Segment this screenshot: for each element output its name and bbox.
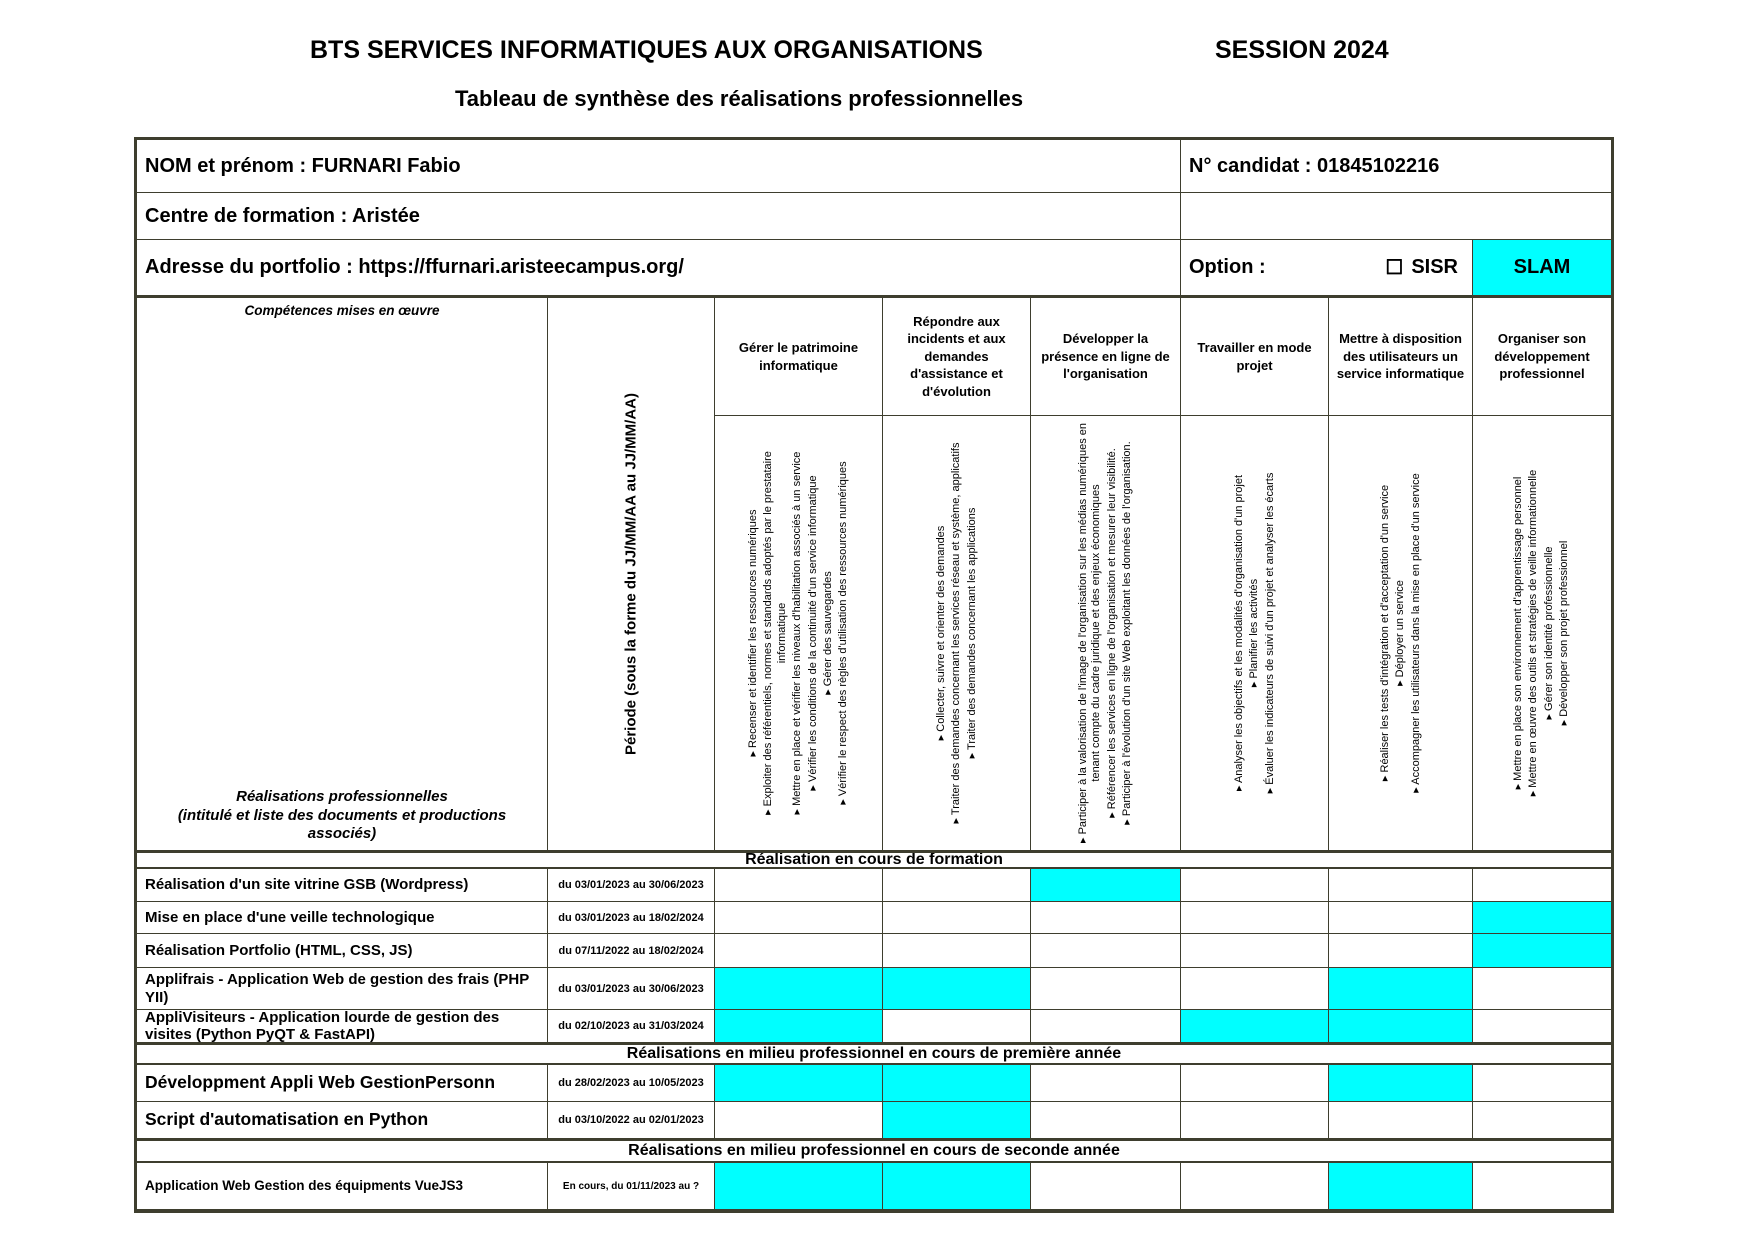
realisation-title: Mise en place d'une veille technologique [137,902,548,934]
realisation-periode: du 03/10/2022 au 02/01/2023 [548,1102,715,1139]
realisation-title: Réalisation d'un site vitrine GSB (Wordpress) [137,869,548,902]
skills-rotated-list [933,421,979,845]
skill-item: ▸ Réaliser les tests d'intégration et d'acceptation d'un service [1378,484,1391,782]
checkbox-unchecked-icon: ☐ [1385,257,1404,279]
competence-empty-cell [715,902,883,934]
skill-item: ▸ Référencer les services en ligne de l'organisation et mesurer leur visibilité. [1105,448,1118,818]
competence-empty-cell [1329,902,1473,934]
competence-empty-cell [1031,1010,1181,1043]
skills-cell [1329,416,1473,851]
session-label: SESSION 2024 [1215,36,1389,64]
realisation-periode: du 03/01/2023 au 18/02/2024 [548,902,715,934]
candidate-name-cell: NOM et prénom : FURNARI Fabio [137,140,1181,193]
competence-empty-cell [1181,968,1329,1010]
column-header: Travailler en mode projet [1181,298,1329,416]
competence-empty-cell [883,869,1031,902]
realisation-periode: du 02/10/2023 au 31/03/2024 [548,1010,715,1043]
competences-caption: Compétences mises en œuvre [244,303,440,318]
realisations-caption [143,788,541,844]
skill-item: ▸ Vérifier les conditions de la continuité d'un service informatique [806,475,819,791]
page-title: BTS SERVICES INFORMATIQUES AUX ORGANISATIONS [310,36,983,64]
competence-mark-cell [1329,968,1473,1010]
competence-empty-cell [1181,934,1329,968]
section-header: Réalisations en milieu professionnel en cours de première année [137,1043,1611,1065]
competence-empty-cell [1473,1163,1611,1210]
skill-item: ▸ Gérer son identité professionnelle [1543,546,1555,720]
competence-empty-cell [1473,1102,1611,1139]
realisations-caption-line1: Réalisations professionnelles [236,787,448,805]
realisation-periode: du 03/01/2023 au 30/06/2023 [548,968,715,1010]
competence-empty-cell [1031,1163,1181,1210]
realisation-periode: du 03/01/2023 au 30/06/2023 [548,869,715,902]
competence-mark-cell [883,1065,1031,1102]
page-subtitle: Tableau de synthèse des réalisations professionnelles [455,86,1024,111]
realisation-periode: En cours, du 01/11/2023 au ? [548,1163,715,1210]
skill-item: ▸ Traiter des demandes concernant les applications [965,507,978,759]
competence-empty-cell [1329,869,1473,902]
skill-item: ▸ Évaluer les indicateurs de suivi d'un projet et analyser les écarts [1263,472,1276,794]
competence-mark-cell [1329,1010,1473,1043]
skills-cell [715,416,883,851]
skills-rotated-list [1377,421,1423,845]
column-header: Répondre aux incidents et aux demandes d'assistance et d'évolution [883,298,1031,416]
competence-mark-cell [883,1163,1031,1210]
skill-item: ▸ Mettre en place son environnement d'apprentissage personnel [1512,476,1525,790]
realisation-periode: du 07/11/2022 au 18/02/2024 [548,934,715,968]
competence-empty-cell [1031,934,1181,968]
realisation-title: Script d'automatisation en Python [137,1102,548,1139]
section-header: Réalisation en cours de formation [137,851,1611,869]
skills-rotated-list [1076,421,1136,845]
skill-item: ▸ Accompagner les utilisateurs dans la mise en place d'un service [1409,473,1422,793]
competence-empty-cell [1329,1102,1473,1139]
skill-item: ▸ Planifier les activités [1247,578,1260,688]
realisation-title: Applifrais - Application Web de gestion des frais (PHP YII) [137,968,548,1010]
skills-rotated-list [1231,421,1277,845]
competences-caption-cell [137,298,548,851]
skills-cell [1473,416,1611,851]
competence-empty-cell [1473,1010,1611,1043]
competence-mark-cell [1329,1163,1473,1210]
skill-item: ▸ Mettre en place et vérifier les niveaux d'habilitation associés à un service [790,451,803,815]
skills-rotated-list [1511,421,1573,845]
skill-item: ▸ Recenser et identifier les ressources numériques [746,509,759,757]
periode-header-cell [548,298,715,851]
competence-mark-cell [715,1010,883,1043]
skill-item: ▸ Exploiter des référentiels, normes et standards adoptés par le prestataire informatique [761,451,788,815]
competence-mark-cell [1473,902,1611,934]
skill-item: ▸ Gérer des sauvegardes [821,571,834,695]
skills-cell [883,416,1031,851]
portfolio-address-cell: Adresse du portfolio : https://ffurnari.aristeecampus.org/ [137,240,1181,298]
competence-mark-cell [1329,1065,1473,1102]
option-sisr [1385,255,1458,280]
competence-mark-cell [883,1102,1031,1139]
competence-empty-cell [715,1102,883,1139]
competence-mark-cell [1181,1010,1329,1043]
competence-empty-cell [1181,1163,1329,1210]
competence-empty-cell [1031,1102,1181,1139]
section-header: Réalisations en milieu professionnel en cours de seconde année [137,1139,1611,1163]
skill-item: ▸ Participer à la valorisation de l'image de l'organisation sur les médias numériques en tenant compte du cadre juridique et des enjeux économiques [1076,423,1103,843]
competence-mark-cell [715,1163,883,1210]
competence-empty-cell [883,902,1031,934]
competence-mark-cell [715,968,883,1010]
realisation-periode: du 28/02/2023 au 10/05/2023 [548,1065,715,1102]
competence-empty-cell [883,1010,1031,1043]
periode-header-rotated: Période (sous la forme du JJ/MM/AA au JJ/MM/AA) [622,393,640,755]
realisation-title: Application Web Gestion des équipments VueJS3 [137,1163,548,1210]
realisation-title: AppliVisiteurs - Application lourde de gestion des visites (Python PyQT & FastAPI) [137,1010,548,1043]
competence-empty-cell [1181,869,1329,902]
competence-empty-cell [883,934,1031,968]
column-header: Gérer le patrimoine informatique [715,298,883,416]
option-cell [1181,240,1473,298]
option-label: Option : [1189,256,1266,278]
competence-mark-cell [1031,869,1181,902]
column-header: Organiser son développement professionnel [1473,298,1611,416]
candidate-number-cell: N° candidat : 01845102216 [1181,140,1611,193]
skill-item: ▸ Traiter des demandes concernant les services réseau et système, applicatifs [949,442,962,824]
sisr-label: SISR [1411,256,1458,278]
realisations-caption-line2: (intitulé et liste des documents et productions associés) [177,806,507,843]
competence-empty-cell [715,869,883,902]
skill-item: ▸ Vérifier le respect des règles d'utilisation des ressources numériques [837,461,850,805]
skill-item: ▸ Déployer un service [1393,580,1406,686]
option-slam-cell: SLAM [1473,240,1611,298]
skill-item: ▸ Développer son projet professionnel [1558,540,1571,726]
competence-empty-cell [1031,902,1181,934]
column-header: Développer la présence en ligne de l'organisation [1031,298,1181,416]
empty-cell [1181,193,1611,240]
competence-empty-cell [1473,1065,1611,1102]
training-center-cell: Centre de formation : Aristée [137,193,1181,240]
realisation-title: Développment Appli Web GestionPersonn [137,1065,548,1102]
realisation-title: Réalisation Portfolio (HTML, CSS, JS) [137,934,548,968]
competence-mark-cell [883,968,1031,1010]
competence-empty-cell [715,934,883,968]
skill-item: ▸ Mettre en œuvre des outils et stratégies de veille informationnelle [1527,469,1540,797]
competence-empty-cell [1181,1102,1329,1139]
synthesis-table [134,137,1614,1213]
competence-empty-cell [1031,1065,1181,1102]
competence-empty-cell [1181,902,1329,934]
skill-item: ▸ Collecter, suivre et orienter des demandes [934,525,947,741]
competence-empty-cell [1181,1065,1329,1102]
skills-cell [1031,416,1181,851]
competence-empty-cell [1473,869,1611,902]
skill-item: ▸ Participer à l'évolution d'un site Web exploitant les données de l'organisation. [1120,441,1133,825]
skill-item: ▸ Analyser les objectifs et les modalités d'organisation d'un projet [1232,474,1245,792]
column-header: Mettre à disposition des utilisateurs un service informatique [1329,298,1473,416]
competence-empty-cell [1031,968,1181,1010]
competence-mark-cell [715,1065,883,1102]
skills-rotated-list [746,421,852,845]
competence-mark-cell [1473,934,1611,968]
skills-cell [1181,416,1329,851]
competence-empty-cell [1473,968,1611,1010]
competence-empty-cell [1329,934,1473,968]
